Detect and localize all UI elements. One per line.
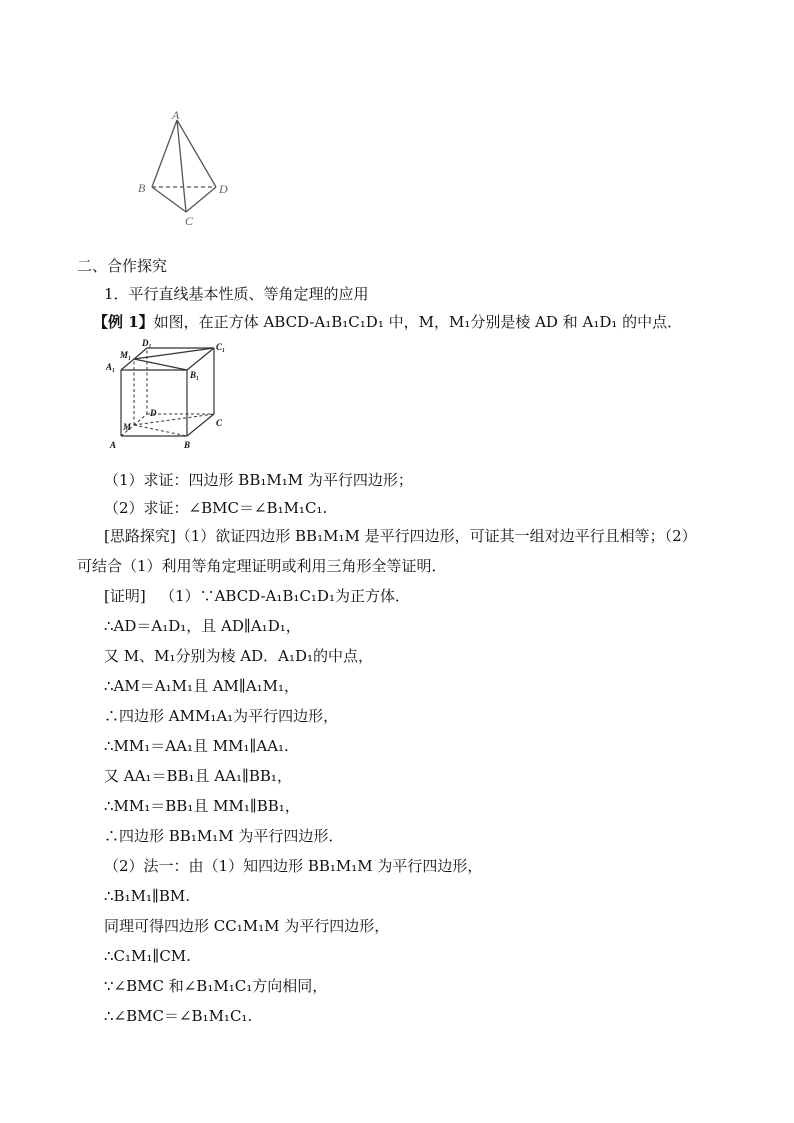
cube-figure (104, 338, 234, 450)
label-A: A (110, 440, 117, 450)
proof-tag: [证明] (104, 587, 146, 605)
proof-line-5: ∴MM₁＝AA₁且 MM₁∥AA₁. (104, 737, 289, 755)
label-C1: C₁ (216, 342, 226, 352)
proof-line-9: （2）法一：由（1）知四边形 BB₁M₁M 为平行四边形， (104, 857, 483, 875)
label-M1: M₁ (120, 350, 132, 360)
label-B1: B₁ (190, 370, 200, 380)
label-D1: D₁ (142, 338, 152, 348)
tetrahedron-figure (130, 108, 240, 230)
proof-line-12: ∴C₁M₁∥CM. (104, 947, 191, 965)
proof-line-13: ∵∠BMC 和∠B₁M₁C₁方向相同， (104, 977, 328, 995)
proof-line-8: ∴四边形 BB₁M₁M 为平行四边形． (104, 827, 344, 845)
example-line (93, 312, 682, 332)
proof-line-6: 又 AA₁＝BB₁且 AA₁∥BB₁， (104, 767, 292, 785)
label-C: C (185, 214, 194, 228)
subsection-heading: 1．平行直线基本性质、等角定理的应用 (104, 285, 369, 303)
example-intro: 如图，在正方体 ABCD-A₁B₁C₁D₁ 中，M，M₁分别是棱 AD 和 A₁D₁ 的中点． (153, 313, 683, 331)
analysis-text-1: （1）欲证四边形 BB₁M₁M 是平行四边形，可证其一组对边平行且相等；（2） (175, 527, 697, 545)
question-2: （2）求证：∠BMC＝∠B₁M₁C₁. (104, 499, 328, 517)
label-D: D (150, 408, 157, 418)
proof-line-0 (104, 586, 410, 606)
proof-line-7: ∴MM₁＝BB₁且 MM₁∥BB₁， (104, 797, 300, 815)
label-M: M (123, 422, 132, 432)
label-A: A (172, 108, 180, 122)
label-B: B (184, 440, 191, 450)
label-A1: A₁ (106, 362, 116, 372)
proof-line-3: ∴AM＝A₁M₁且 AM∥A₁M₁， (104, 677, 300, 695)
edge-ab (152, 120, 177, 187)
proof-line-1: ∴AD＝A₁D₁，且 AD∥A₁D₁， (104, 617, 301, 635)
edge-m1-b1 (134, 359, 187, 370)
proof-line-10: ∴B₁M₁∥BM. (104, 887, 191, 905)
proof-text-0: （1）∵ABCD-A₁B₁C₁D₁为正方体． (160, 587, 410, 605)
edge-bc (152, 187, 186, 212)
proof-line-11: 同理可得四边形 CC₁M₁M 为平行四边形， (104, 917, 390, 935)
edge-m-b (134, 425, 187, 436)
section-heading: 二、合作探究 (77, 257, 168, 275)
edge-cd (186, 187, 216, 212)
proof-line-2: 又 M、M₁分别为棱 AD．A₁D₁的中点， (104, 647, 374, 665)
label-C: C (216, 418, 223, 428)
example-tag: 【例 1】 (93, 313, 154, 331)
proof-line-14: ∴∠BMC＝∠B₁M₁C₁. (104, 1007, 253, 1025)
label-D: D (219, 182, 228, 196)
analysis-line-2: 可结合（1）利用等角定理证明或利用三角形全等证明． (77, 557, 447, 575)
analysis-tag: [思路探究] (104, 527, 176, 545)
question-1: （1）求证：四边形 BB₁M₁M 为平行四边形； (104, 471, 413, 489)
label-B: B (138, 181, 146, 195)
analysis-line-1 (104, 526, 697, 546)
proof-line-4: ∴四边形 AMM₁A₁为平行四边形， (104, 707, 339, 725)
